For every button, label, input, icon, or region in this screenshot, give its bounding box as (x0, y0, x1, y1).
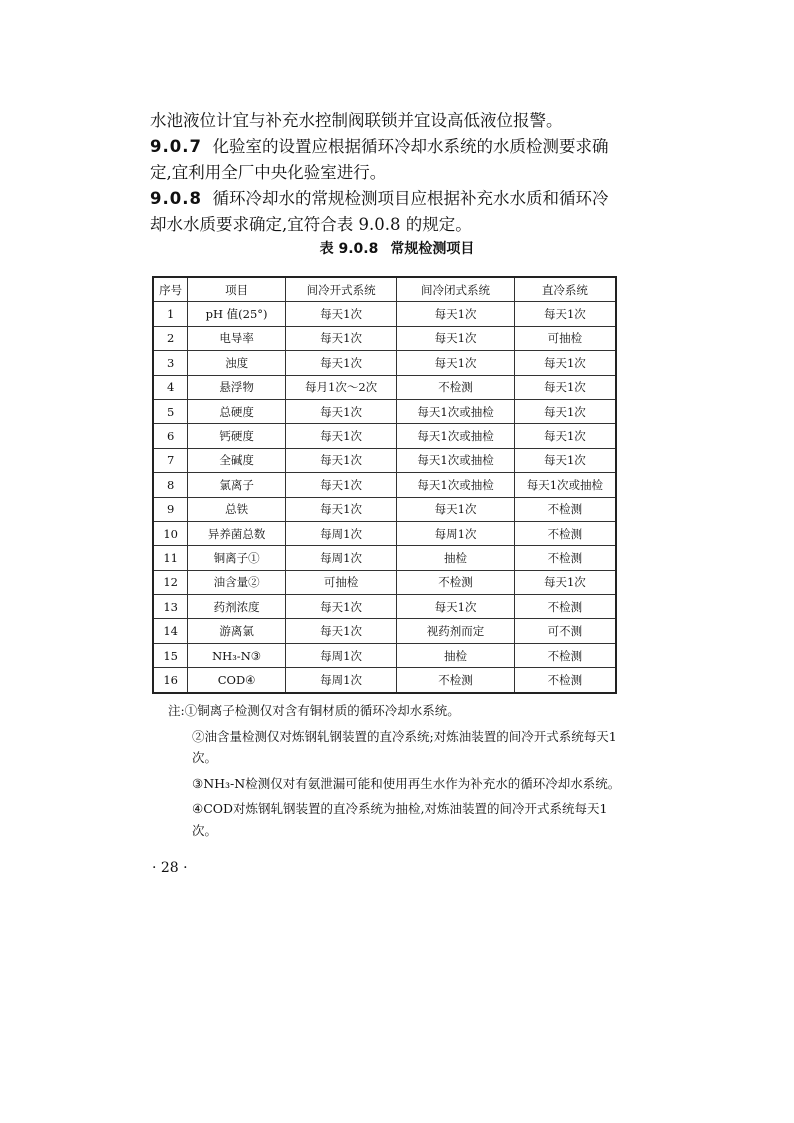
table-cell: 电导率 (188, 326, 286, 350)
table-cell: 14 (153, 619, 188, 643)
table-cell: 总铁 (188, 497, 286, 521)
table-cell: 每天1次 (285, 448, 396, 472)
table-cell: 每天1次 (514, 351, 616, 375)
table-row (153, 546, 616, 570)
table-cell: 每天1次 (285, 473, 396, 497)
paragraph-text: 化验室的设置应根据循环冷却水系统的水质检测要求确定,宜利用全厂中央化验室进行。 (150, 137, 609, 182)
table-cell: 5 (153, 399, 188, 423)
table-cell: 10 (153, 521, 188, 545)
table-cell: 不检测 (397, 668, 514, 693)
table-cell: 浊度 (188, 351, 286, 375)
table-cell: 抽检 (397, 546, 514, 570)
table-cell: 7 (153, 448, 188, 472)
header-cell: 序号 (153, 277, 188, 302)
table-cell: 每天1次 (514, 399, 616, 423)
paragraph-9-0-7 (150, 134, 620, 186)
table-cell: 2 (153, 326, 188, 350)
table-cell: 每天1次 (285, 326, 396, 350)
note-4: ④COD对炼钢轧钢装置的直冷系统为抽检,对炼油装置的间冷开式系统每天1次。 (192, 801, 608, 838)
table-row (153, 521, 616, 545)
table-cell: 每天1次 (514, 570, 616, 594)
table-cell: 不检测 (514, 497, 616, 521)
table-row (153, 595, 616, 619)
table-caption-number: 表 9.0.8 (319, 241, 379, 257)
table-row (153, 375, 616, 399)
paragraph-9-0-6-end (150, 108, 620, 134)
table-cell: 不检测 (514, 668, 616, 693)
table-row (153, 302, 616, 326)
table-cell: 1 (153, 302, 188, 326)
table-header-row (153, 277, 616, 302)
table-cell: 每天1次 (514, 375, 616, 399)
header-cell: 项目 (188, 277, 286, 302)
table-cell: 4 (153, 375, 188, 399)
table-cell: 每天1次 (514, 448, 616, 472)
table-notes (168, 700, 628, 841)
table-cell: 每天1次 (285, 424, 396, 448)
table-cell: 每天1次 (285, 302, 396, 326)
table-cell: 钙硬度 (188, 424, 286, 448)
table-cell: 13 (153, 595, 188, 619)
clause-number: 9.0.8 (150, 189, 202, 208)
table-cell: 不检测 (397, 375, 514, 399)
table-cell: 每天1次或抽检 (397, 448, 514, 472)
table-cell: 铜离子① (188, 546, 286, 570)
table-cell: 可抽检 (285, 570, 396, 594)
clause-number: 9.0.7 (150, 137, 202, 156)
table-cell: 每天1次 (514, 302, 616, 326)
page-number: · 28 · (152, 860, 188, 876)
table-cell: 油含量② (188, 570, 286, 594)
table-cell: 每天1次 (397, 302, 514, 326)
table-cell: 每天1次 (285, 399, 396, 423)
header-cell: 间冷开式系统 (285, 277, 396, 302)
table-cell: 每天1次或抽检 (397, 399, 514, 423)
paragraph-text: 水池液位计宜与补充水控制阀联锁并宜设高低液位报警。 (150, 111, 563, 130)
table-cell: 每天1次或抽检 (397, 424, 514, 448)
table-row (153, 424, 616, 448)
table-cell: 异养菌总数 (188, 521, 286, 545)
note-1: 注:①铜离子检测仅对含有铜材质的循环冷却水系统。 (168, 703, 460, 718)
table-cell: 每天1次或抽检 (397, 473, 514, 497)
table-cell: 每周1次 (285, 668, 396, 693)
table-cell: 游离氯 (188, 619, 286, 643)
table-cell: 15 (153, 643, 188, 667)
table-cell: 不检测 (514, 643, 616, 667)
table-row (153, 399, 616, 423)
table-cell: pH 值(25°) (188, 302, 286, 326)
header-cell: 直冷系统 (514, 277, 616, 302)
table-cell: 每月1次～2次 (285, 375, 396, 399)
inspection-items-table (152, 276, 617, 694)
table-row (153, 619, 616, 643)
table-cell: 3 (153, 351, 188, 375)
table-cell: 药剂浓度 (188, 595, 286, 619)
table-cell: 16 (153, 668, 188, 693)
table-row (153, 326, 616, 350)
table-row (153, 643, 616, 667)
table-cell: 抽检 (397, 643, 514, 667)
table-cell: 每天1次 (285, 497, 396, 521)
table-row (153, 570, 616, 594)
table-cell: 每天1次或抽检 (514, 473, 616, 497)
table-cell: 视药剂而定 (397, 619, 514, 643)
table-cell: 可不测 (514, 619, 616, 643)
header-cell: 间冷闭式系统 (397, 277, 514, 302)
table-row (153, 473, 616, 497)
table-cell: 每周1次 (397, 521, 514, 545)
table-cell: 悬浮物 (188, 375, 286, 399)
table-cell: 每天1次 (285, 595, 396, 619)
table-cell: 总硬度 (188, 399, 286, 423)
table-caption (0, 238, 794, 258)
table-cell: 每周1次 (285, 643, 396, 667)
table-cell: 可抽检 (514, 326, 616, 350)
note-3: ③NH₃-N检测仅对有氨泄漏可能和使用再生水作为补充水的循环冷却水系统。 (192, 775, 621, 791)
paragraph-9-0-8 (150, 186, 620, 238)
table-cell: COD④ (188, 668, 286, 693)
table-cell: 不检测 (397, 570, 514, 594)
table-cell: 每天1次 (514, 424, 616, 448)
table-cell: 不检测 (514, 546, 616, 570)
table-cell: 每天1次 (397, 595, 514, 619)
table-row (153, 448, 616, 472)
table-cell: 每天1次 (397, 497, 514, 521)
table-cell: 每天1次 (397, 351, 514, 375)
table-cell: 11 (153, 546, 188, 570)
table-cell: 不检测 (514, 595, 616, 619)
table-cell: 每天1次 (397, 326, 514, 350)
table-row (153, 351, 616, 375)
table-cell: 每周1次 (285, 521, 396, 545)
table-cell: 全碱度 (188, 448, 286, 472)
table-cell: NH₃-N③ (188, 643, 286, 667)
table-row (153, 497, 616, 521)
table-cell: 每天1次 (285, 351, 396, 375)
table-cell: 6 (153, 424, 188, 448)
table-cell: 8 (153, 473, 188, 497)
table-cell: 氯离子 (188, 473, 286, 497)
table-caption-title: 常规检测项目 (390, 241, 475, 257)
table-cell: 12 (153, 570, 188, 594)
table-cell: 每周1次 (285, 546, 396, 570)
table-cell: 9 (153, 497, 188, 521)
table-row (153, 668, 616, 693)
table-cell: 每天1次 (285, 619, 396, 643)
paragraph-text: 循环冷却水的常规检测项目应根据补充水水质和循环冷却水水质要求确定,宜符合表 9.0.8 的规定。 (150, 189, 609, 234)
table-cell: 不检测 (514, 521, 616, 545)
note-2: ②油含量检测仅对炼钢轧钢装置的直冷系统;对炼油装置的间冷开式系统每天1次。 (192, 728, 617, 765)
